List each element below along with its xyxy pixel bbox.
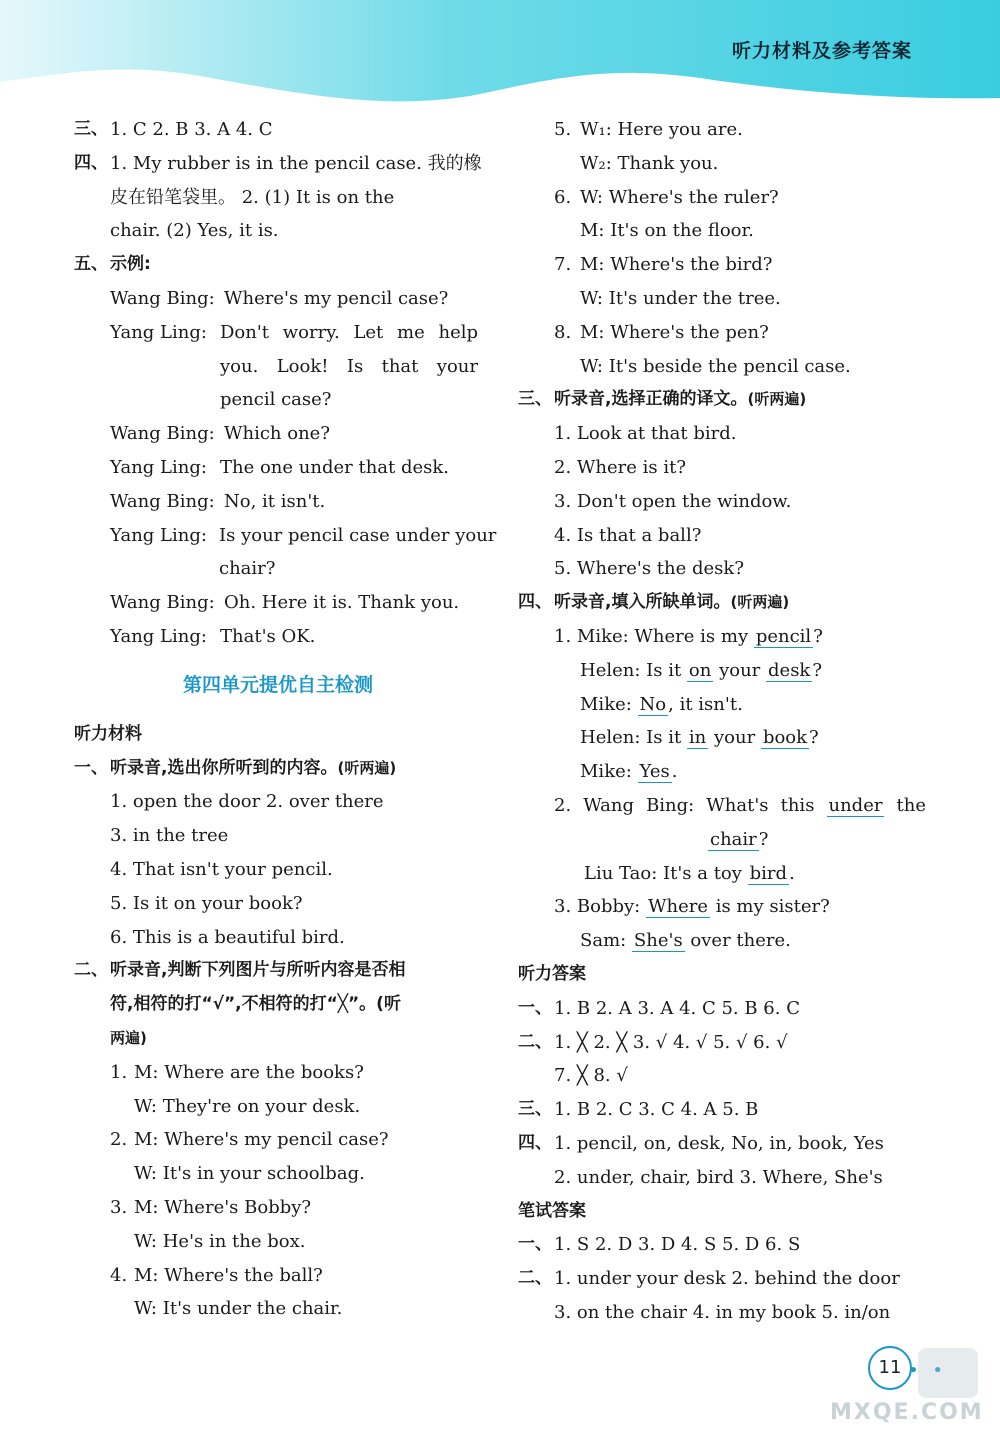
utterance: chair?: [219, 558, 276, 580]
filled-word: chair: [710, 828, 757, 850]
dialog-line: W: It's in your schoolbag.: [134, 1163, 365, 1185]
answer-text: 1. My rubber is in the pencil case. 我的橡: [110, 152, 482, 174]
section-number: 一、: [74, 757, 108, 778]
part-3-title-row: [518, 383, 930, 417]
dialog-line: W: They're on your desk.: [134, 1095, 361, 1117]
utterance: Which one?: [224, 423, 330, 445]
answer-row: 二、 1. under your desk 2. behind the door: [518, 1268, 900, 1290]
list-item: 5. Where's the desk?: [554, 558, 744, 580]
utterance: Where's my pencil case?: [224, 287, 449, 309]
speaker: Yang Ling:: [110, 456, 207, 478]
fill-dialog-line: 3. Bobby: Where is my sister?: [554, 896, 830, 918]
part-2-title-row: [74, 954, 482, 988]
dialog-line: 4. M: Where's the ball?: [110, 1264, 323, 1286]
dialog-line: M: It's on the floor.: [580, 220, 754, 242]
left-column: [74, 113, 497, 1326]
fill-dialog-line: chair ?: [710, 828, 769, 850]
utterance: pencil case?: [220, 389, 332, 411]
filled-word: desk: [768, 659, 811, 681]
filled-word: bird: [749, 862, 788, 884]
list-item: 1. open the door 2. over there: [110, 791, 384, 813]
filled-word: book: [762, 727, 808, 749]
answer-row: 3. on the chair 4. in my book 5. in/on: [554, 1301, 891, 1323]
dialog-line: 6. W: Where's the ruler?: [554, 186, 779, 208]
filled-word: Where: [647, 896, 708, 918]
speaker: Yang Ling:: [110, 524, 207, 546]
dialog-line: [74, 620, 482, 654]
dialog-line: [74, 350, 482, 384]
part-title: 听录音,选择正确的译文。(听两遍): [554, 389, 807, 410]
dialog-line: [74, 586, 482, 620]
fill-dialog-line: Mike: No , it isn't.: [580, 693, 743, 715]
list-item: 2. Where is it?: [554, 456, 686, 478]
section-number: 三、: [74, 119, 108, 139]
answer-row: 二、 1. ╳ 2. ╳ 3. √ 4. √ 5. √ 6. √: [518, 1031, 788, 1053]
part-2-title-row: [74, 988, 482, 1022]
dialog-line: 5. W₁: Here you are.: [554, 119, 743, 140]
answer-text: chair. (2) Yes, it is.: [110, 220, 279, 242]
header-title: 听力材料及参考答案: [731, 40, 912, 62]
list-item: 6. This is a beautiful bird.: [110, 926, 345, 948]
written-answers-heading-row: [518, 1195, 930, 1229]
utterance: The one under that desk.: [220, 456, 450, 478]
filled-word: pencil: [755, 625, 812, 647]
part-1-title-row: [74, 752, 482, 786]
dialog-line: W: It's beside the pencil case.: [580, 355, 851, 377]
answer-row-5: [74, 248, 482, 282]
listening-answers-heading: 听力答案: [518, 963, 586, 984]
dialog-line: W: It's under the chair.: [134, 1298, 343, 1320]
answer-row-4-cont: [74, 214, 482, 248]
answer-row: 2. under, chair, bird 3. Where, She's: [554, 1166, 883, 1188]
speaker: Wang Bing:: [110, 592, 215, 614]
fill-dialog-line: 1. Mike: Where is my pencil ?: [554, 625, 823, 647]
dialog-line: 2. M: Where's my pencil case?: [110, 1129, 389, 1151]
utterance: That's OK.: [220, 625, 316, 647]
listening-answers-heading-row: [518, 958, 930, 992]
dialog-line: [74, 282, 482, 316]
dialog-line: W₂: Thank you.: [580, 152, 719, 174]
utterance: Is your pencil case under your: [219, 524, 497, 546]
decorative-dots-icon: • •: [908, 1360, 947, 1381]
dialog-line: 1. M: Where are the books?: [110, 1061, 364, 1083]
part-title: 听录音,填入所缺单词。(听两遍): [554, 592, 790, 613]
part-4-title-row: [518, 586, 930, 620]
answer-row: 一、 1. S 2. D 3. D 4. S 5. D 6. S: [518, 1234, 801, 1256]
written-answers-heading: 笔试答案: [518, 1200, 586, 1221]
dialog-line: [74, 316, 482, 350]
filled-word: Yes: [639, 761, 670, 783]
section-number: 二、: [74, 960, 108, 981]
fill-dialog-line: Helen: Is it in your book ?: [580, 727, 819, 749]
example-label: 示例:: [110, 254, 151, 275]
fill-dialog-line: Liu Tao: It's a toy bird .: [584, 862, 795, 884]
answer-row-4: [74, 147, 482, 181]
filled-word: She's: [633, 930, 683, 952]
listening-heading-row: [74, 718, 482, 752]
fill-dialog-line: Helen: Is it on your desk ?: [580, 659, 822, 681]
list-item: 4. That isn't your pencil.: [110, 858, 333, 880]
answer-row-3: [74, 113, 482, 147]
dialog-line: [74, 519, 497, 553]
dialog-line: 3. M: Where's Bobby?: [110, 1196, 312, 1218]
answer-text: 1. C 2. B 3. A 4. C: [110, 119, 273, 140]
listening-heading: 听力材料: [74, 723, 142, 744]
answer-row-4-cont: [74, 181, 482, 215]
fill-dialog-line: 2. Wang Bing: What's this under the: [554, 794, 927, 816]
speaker: Yang Ling:: [110, 625, 207, 647]
dialog-line: [74, 417, 482, 451]
list-item: 3. Don't open the window.: [554, 490, 792, 512]
list-item: 4. Is that a ball?: [554, 524, 702, 546]
section-number: 三、: [518, 389, 552, 410]
dialog-line: [74, 383, 482, 417]
part-2-title-row: [74, 1022, 482, 1056]
speaker: Wang Bing:: [110, 423, 215, 445]
speaker: Wang Bing:: [110, 490, 215, 512]
list-item: 5. Is it on your book?: [110, 892, 303, 914]
dialog-line: W: It's under the tree.: [580, 287, 781, 309]
right-column: [518, 113, 930, 1330]
dialog-line: [74, 552, 482, 586]
watermark-text: MXQE.COM: [830, 1400, 984, 1425]
dialog-line: [74, 485, 482, 519]
speaker: Wang Bing:: [110, 287, 215, 309]
filled-word: in: [688, 727, 707, 749]
section-number: 四、: [74, 152, 108, 173]
utterance: you. Look! Is that your: [220, 355, 478, 377]
part-title: 符,相符的打“√”,不相符的打“╳”。(听: [110, 994, 401, 1015]
utterance: Oh. Here it is. Thank you.: [224, 592, 460, 614]
dialog-line: 7. M: Where's the bird?: [554, 254, 773, 276]
utterance: No, it isn't.: [224, 490, 326, 512]
utterance: Don't worry. Let me help: [220, 321, 478, 343]
speaker: Yang Ling:: [110, 321, 207, 343]
section-number: 四、: [518, 592, 552, 613]
dialog-line: 8. M: Where's the pen?: [554, 321, 769, 343]
answer-row: 三、 1. B 2. C 3. C 4. A 5. B: [518, 1099, 759, 1121]
unit-title: 第四单元提优自主检测: [182, 673, 373, 696]
part-title: 听录音,判断下列图片与所听内容是否相: [110, 960, 406, 981]
fill-dialog-line: Mike: Yes .: [580, 761, 678, 783]
watermark-logo-icon: [918, 1348, 978, 1398]
answer-row: 四、 1. pencil, on, desk, No, in, book, Yes: [518, 1132, 884, 1154]
filled-word: on: [688, 659, 712, 681]
filled-word: No: [639, 693, 667, 715]
answer-row: 一、 1. B 2. A 3. A 4. C 5. B 6. C: [518, 997, 800, 1019]
list-item: 3. in the tree: [110, 825, 229, 847]
dialog-line: [74, 451, 482, 485]
page-number: 11: [868, 1346, 912, 1390]
part-title: 听录音,选出你所听到的内容。(听两遍): [110, 757, 397, 778]
part-title: 两遍): [110, 1028, 147, 1047]
list-item: 1. Look at that bird.: [554, 423, 737, 445]
fill-dialog-line: Sam: She's over there.: [580, 930, 791, 952]
answer-row: 7. ╳ 8. √: [554, 1065, 628, 1087]
filled-word: under: [828, 794, 883, 816]
dialog-line: W: He's in the box.: [134, 1230, 306, 1252]
answer-text: 皮在铅笔袋里。 2. (1) It is on the: [110, 186, 395, 208]
section-number: 五、: [74, 254, 108, 275]
